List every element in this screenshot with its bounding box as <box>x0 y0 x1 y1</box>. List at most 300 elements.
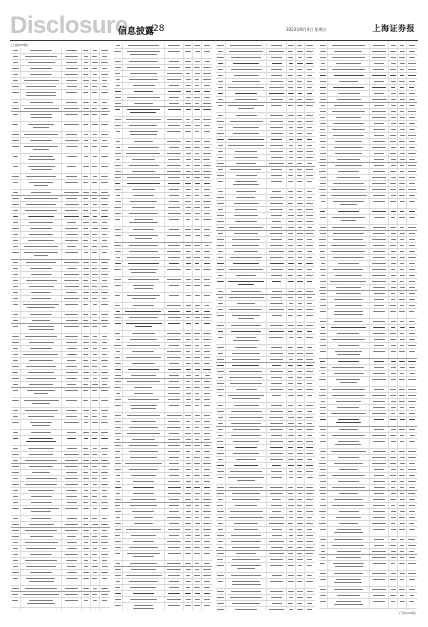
table-cell <box>370 485 390 490</box>
table-cell <box>226 545 267 550</box>
table-cell <box>328 67 369 72</box>
table-cell <box>407 249 417 254</box>
table-cell <box>11 112 21 121</box>
text-placeholder <box>66 490 77 491</box>
text-placeholder <box>408 451 415 452</box>
table-cell <box>267 79 287 84</box>
table-cell <box>305 393 315 402</box>
table-cell <box>114 397 124 402</box>
text-placeholder <box>391 217 395 218</box>
table-cell <box>100 244 110 249</box>
text-placeholder <box>101 422 108 423</box>
table-cell <box>21 174 62 179</box>
text-placeholder <box>228 477 264 478</box>
table-cell <box>267 237 287 242</box>
table-cell <box>184 315 193 320</box>
table-cell <box>407 303 417 308</box>
table-cell <box>319 411 329 416</box>
table-cell <box>114 437 124 442</box>
text-placeholder <box>204 357 210 358</box>
table-cell <box>184 205 193 210</box>
text-placeholder <box>217 511 224 512</box>
text-placeholder <box>31 169 52 170</box>
table-cell <box>328 297 369 302</box>
table-cell <box>11 226 21 231</box>
table-cell <box>370 467 390 472</box>
table-cell <box>21 446 62 451</box>
table-cell <box>62 420 82 429</box>
table-cell <box>370 73 390 78</box>
text-placeholder <box>167 333 182 334</box>
text-placeholder <box>186 581 191 582</box>
text-placeholder <box>270 209 283 210</box>
table-cell <box>184 361 193 366</box>
text-placeholder <box>218 51 224 52</box>
table-cell <box>398 449 407 454</box>
table-cell <box>82 122 91 131</box>
text-placeholder <box>271 181 283 182</box>
table-cell <box>398 187 407 192</box>
table-cell <box>319 73 329 78</box>
table-cell <box>226 313 267 322</box>
table-cell <box>11 138 21 143</box>
table-cell <box>226 329 267 334</box>
table-cell <box>407 73 417 78</box>
table-cell <box>202 145 212 150</box>
table-cell <box>407 349 417 358</box>
text-placeholder <box>272 603 282 604</box>
table-cell <box>267 497 287 502</box>
text-placeholder <box>390 141 396 142</box>
table-cell <box>296 55 305 60</box>
table-cell <box>328 393 369 398</box>
paper-name: 上海证券报 <box>372 23 415 33</box>
table-cell <box>328 85 369 90</box>
text-placeholder <box>65 466 79 467</box>
text-placeholder <box>391 529 395 530</box>
table-cell <box>319 67 329 72</box>
table-cell <box>165 551 185 560</box>
text-placeholder <box>134 219 153 220</box>
table-cell <box>267 589 287 594</box>
table-cell <box>305 79 315 84</box>
text-placeholder <box>233 133 260 134</box>
table-cell <box>226 445 267 450</box>
table-cell <box>398 285 407 290</box>
table-cell <box>370 479 390 484</box>
text-placeholder <box>320 339 327 340</box>
table-cell <box>319 91 329 96</box>
text-placeholder <box>339 493 358 494</box>
text-placeholder <box>115 535 120 536</box>
text-placeholder <box>374 93 385 94</box>
text-placeholder <box>92 262 97 263</box>
text-placeholder <box>289 303 293 304</box>
table-cell <box>216 131 226 136</box>
text-placeholder <box>399 299 405 300</box>
text-placeholder <box>92 536 97 537</box>
text-placeholder <box>92 292 98 293</box>
text-placeholder <box>217 175 224 176</box>
table-cell <box>100 388 110 397</box>
text-placeholder <box>115 553 120 554</box>
text-placeholder <box>400 333 405 334</box>
table-cell <box>216 607 226 610</box>
table-cell <box>370 509 390 514</box>
table-cell <box>287 357 296 362</box>
table-cell <box>267 557 287 562</box>
text-placeholder <box>400 373 404 374</box>
text-placeholder <box>410 373 415 374</box>
text-placeholder <box>25 530 56 531</box>
table-column <box>216 43 315 610</box>
table-cell <box>62 284 82 289</box>
table-cell <box>21 476 62 481</box>
table-cell <box>296 273 305 278</box>
table-cell <box>370 359 390 364</box>
table-cell <box>91 302 100 311</box>
table-cell <box>267 143 287 148</box>
text-placeholder <box>13 240 18 241</box>
table-cell <box>398 109 407 114</box>
table-cell <box>267 231 287 236</box>
text-placeholder <box>102 102 108 103</box>
text-placeholder <box>339 429 358 430</box>
text-placeholder <box>298 405 302 406</box>
table-cell <box>82 100 91 105</box>
text-placeholder <box>92 56 97 57</box>
text-placeholder <box>195 131 199 132</box>
table-cell <box>370 267 390 272</box>
text-placeholder <box>297 331 301 332</box>
table-cell <box>267 387 287 392</box>
text-placeholder <box>218 127 223 128</box>
text-placeholder <box>67 222 77 223</box>
table-cell <box>184 101 193 106</box>
table-cell <box>216 503 226 508</box>
table-cell <box>165 497 185 502</box>
text-placeholder <box>195 263 199 264</box>
text-placeholder <box>400 407 405 408</box>
text-placeholder <box>410 435 415 436</box>
table-cell <box>114 443 124 448</box>
text-placeholder <box>373 45 384 46</box>
table-cell <box>123 573 164 578</box>
text-placeholder <box>203 463 210 464</box>
table-cell <box>165 515 185 520</box>
table-cell <box>305 469 315 474</box>
text-placeholder <box>26 204 56 205</box>
table-cell <box>328 181 369 186</box>
table-cell <box>370 291 390 296</box>
text-placeholder <box>272 511 282 512</box>
table-cell <box>193 95 202 100</box>
text-placeholder <box>409 327 415 328</box>
text-placeholder <box>129 61 158 62</box>
text-placeholder <box>194 433 199 434</box>
table-cell <box>296 363 305 368</box>
text-placeholder <box>400 511 405 512</box>
text-placeholder <box>289 609 293 610</box>
table-cell <box>123 491 164 496</box>
table-cell <box>407 433 417 438</box>
text-placeholder <box>289 157 293 158</box>
table-cell <box>305 439 315 444</box>
text-placeholder <box>169 475 180 476</box>
table-cell <box>319 169 329 174</box>
table-cell <box>389 43 398 48</box>
text-placeholder <box>234 465 257 466</box>
table-cell <box>305 409 315 414</box>
text-placeholder <box>195 511 199 512</box>
text-placeholder <box>186 311 191 312</box>
text-placeholder <box>217 553 224 554</box>
text-placeholder <box>83 68 88 69</box>
text-placeholder <box>203 159 210 160</box>
text-placeholder <box>186 207 190 208</box>
text-placeholder <box>390 435 396 436</box>
table-cell <box>91 84 100 89</box>
table-cell <box>389 461 398 466</box>
text-placeholder <box>204 481 210 482</box>
text-placeholder <box>409 141 415 142</box>
table-cell <box>407 175 417 180</box>
text-placeholder <box>230 383 261 384</box>
table-cell <box>389 255 398 260</box>
text-placeholder <box>13 502 18 503</box>
text-placeholder <box>320 311 326 312</box>
table-cell <box>114 425 124 430</box>
table-cell <box>305 243 315 248</box>
table-cell <box>328 365 369 370</box>
text-placeholder <box>297 371 302 372</box>
table-cell <box>21 358 62 363</box>
table-cell <box>370 273 390 278</box>
table-cell <box>11 296 21 301</box>
text-placeholder <box>409 333 415 334</box>
text-placeholder <box>65 140 79 141</box>
table-cell <box>319 405 329 410</box>
text-placeholder <box>195 393 200 394</box>
text-placeholder <box>131 499 156 500</box>
table-cell <box>296 179 305 188</box>
text-placeholder <box>288 239 293 240</box>
text-placeholder <box>26 478 57 479</box>
text-placeholder <box>217 347 224 348</box>
text-placeholder <box>337 551 361 552</box>
table-cell <box>202 193 212 198</box>
table-cell <box>184 373 193 378</box>
text-placeholder <box>102 384 108 385</box>
table-cell <box>296 167 305 172</box>
text-placeholder <box>83 594 89 595</box>
table-cell <box>216 521 226 526</box>
table-cell <box>21 516 62 521</box>
table-cell <box>328 291 369 296</box>
table-cell <box>21 144 62 153</box>
text-placeholder <box>65 228 78 229</box>
text-placeholder <box>28 490 54 491</box>
text-placeholder <box>297 447 303 448</box>
table-cell <box>389 273 398 278</box>
text-placeholder <box>390 545 396 546</box>
text-placeholder <box>101 524 109 525</box>
text-placeholder <box>319 395 326 396</box>
text-placeholder <box>399 217 405 218</box>
table-cell <box>296 267 305 272</box>
text-placeholder <box>332 45 365 46</box>
text-placeholder <box>167 279 182 280</box>
table-row <box>114 283 213 293</box>
text-placeholder <box>168 451 180 452</box>
text-placeholder <box>84 542 88 543</box>
table-cell <box>11 552 21 557</box>
text-placeholder <box>64 280 79 281</box>
table-cell <box>114 545 124 550</box>
table-cell <box>226 563 267 572</box>
table-cell <box>62 500 82 505</box>
table-cell <box>296 503 305 508</box>
table-cell <box>267 261 287 266</box>
table-cell <box>91 540 100 545</box>
table-cell <box>100 196 110 201</box>
table-cell <box>11 488 21 493</box>
table-cell <box>287 527 296 532</box>
text-placeholder <box>270 233 283 234</box>
table-cell <box>123 337 164 342</box>
text-placeholder <box>204 45 210 46</box>
table-cell <box>202 151 212 156</box>
table-row <box>319 439 418 449</box>
text-placeholder <box>101 146 107 147</box>
text-placeholder <box>194 445 200 446</box>
text-placeholder <box>115 235 120 236</box>
table-cell <box>287 149 296 154</box>
table-row <box>11 250 110 260</box>
text-placeholder <box>391 99 396 100</box>
text-placeholder <box>409 287 415 288</box>
table-cell <box>328 555 369 560</box>
text-placeholder <box>186 279 190 280</box>
table-cell <box>407 279 417 284</box>
text-placeholder <box>399 475 405 476</box>
text-placeholder <box>270 565 282 566</box>
table-cell <box>202 187 212 192</box>
table-cell <box>319 267 329 272</box>
text-placeholder <box>116 85 121 86</box>
text-placeholder <box>167 427 181 428</box>
text-placeholder <box>167 517 180 518</box>
text-placeholder <box>204 351 209 352</box>
text-placeholder <box>320 441 326 442</box>
text-placeholder <box>374 487 385 488</box>
text-placeholder <box>26 366 56 367</box>
text-placeholder <box>297 175 302 176</box>
text-placeholder <box>232 315 259 316</box>
text-placeholder <box>31 496 52 497</box>
table-cell <box>226 415 267 420</box>
table-cell <box>296 329 305 334</box>
text-placeholder <box>116 481 121 482</box>
text-placeholder <box>320 345 326 346</box>
table-cell <box>398 127 407 132</box>
table-cell <box>202 397 212 402</box>
text-placeholder <box>133 608 153 609</box>
table-cell <box>287 295 296 300</box>
text-placeholder <box>297 309 302 310</box>
table-cell <box>100 260 110 265</box>
text-placeholder <box>400 499 405 500</box>
text-placeholder <box>269 517 284 518</box>
text-placeholder <box>217 227 224 228</box>
table-cell <box>62 516 82 521</box>
table-cell <box>11 174 21 179</box>
table-cell <box>296 243 305 248</box>
table-cell <box>328 73 369 78</box>
text-placeholder <box>372 551 387 552</box>
text-placeholder <box>204 251 211 252</box>
text-placeholder <box>167 141 181 142</box>
text-placeholder <box>66 378 76 379</box>
table-cell <box>296 579 305 588</box>
table-cell <box>226 73 267 78</box>
text-placeholder <box>116 141 121 142</box>
text-placeholder <box>332 505 364 506</box>
table-cell <box>82 576 91 585</box>
text-placeholder <box>116 351 121 352</box>
table-cell <box>407 145 417 150</box>
table-row <box>114 233 213 243</box>
text-placeholder <box>217 263 224 264</box>
text-placeholder <box>101 114 109 115</box>
table-cell <box>82 190 91 195</box>
table-cell <box>62 60 82 65</box>
text-placeholder <box>306 215 312 216</box>
text-placeholder <box>306 453 312 454</box>
table-cell <box>319 537 329 542</box>
table-cell <box>11 78 21 83</box>
table-cell <box>398 181 407 186</box>
table-cell <box>184 443 193 448</box>
table-cell <box>267 445 287 450</box>
table-cell <box>407 237 417 242</box>
table-cell <box>328 449 369 454</box>
text-placeholder <box>185 183 191 184</box>
table-cell <box>287 119 296 124</box>
table-cell <box>216 79 226 84</box>
table-cell <box>296 301 305 306</box>
text-placeholder <box>101 156 108 157</box>
table-cell <box>114 303 124 308</box>
text-placeholder <box>320 129 325 130</box>
table-cell <box>319 55 329 60</box>
text-placeholder <box>92 524 98 525</box>
table-cell <box>398 473 407 478</box>
text-placeholder <box>92 314 96 315</box>
table-cell <box>82 570 91 575</box>
text-placeholder <box>204 535 211 536</box>
table-cell <box>91 506 100 515</box>
table-cell <box>202 107 212 116</box>
text-placeholder <box>115 569 121 570</box>
text-placeholder <box>400 211 404 212</box>
text-placeholder <box>115 109 120 110</box>
text-placeholder <box>288 275 293 276</box>
text-placeholder <box>391 287 396 288</box>
table-cell <box>328 157 369 162</box>
table-cell <box>123 373 164 378</box>
text-placeholder <box>167 541 180 542</box>
